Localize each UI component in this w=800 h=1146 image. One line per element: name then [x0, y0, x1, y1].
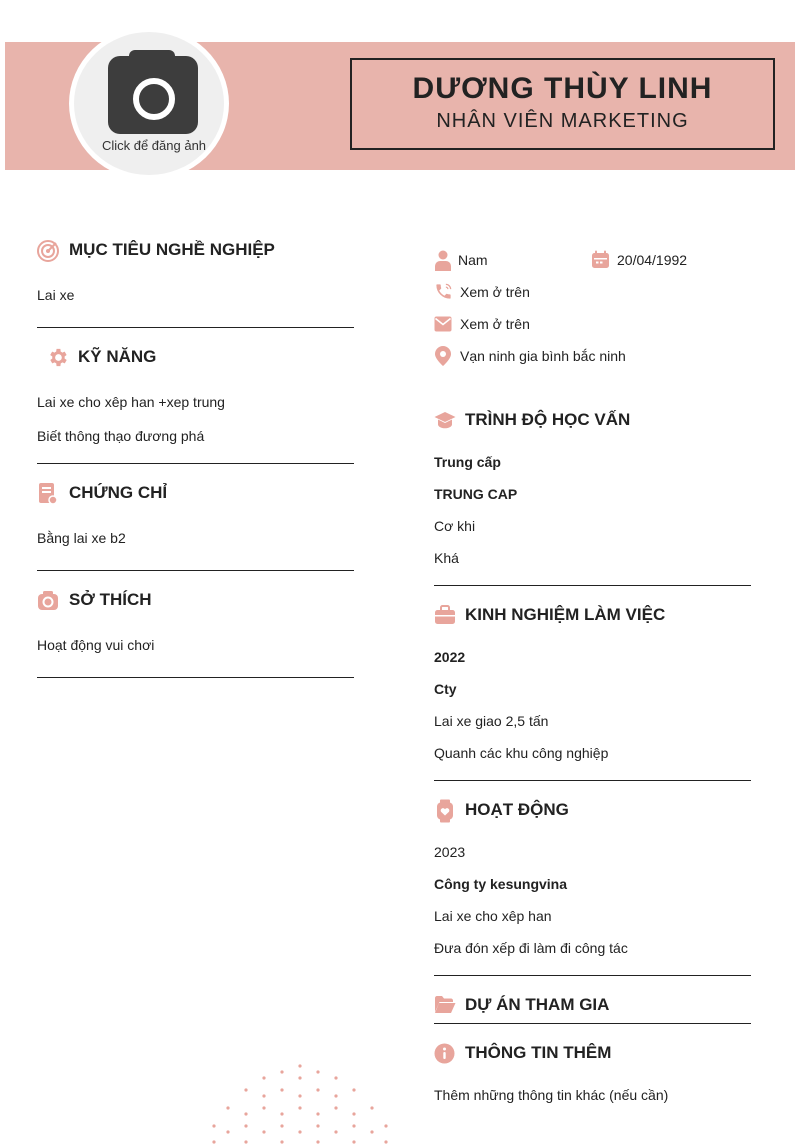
education-title: TRÌNH ĐỘ HỌC VẤN: [465, 410, 631, 429]
email-value[interactable]: Xem ở trên: [460, 316, 530, 332]
activity-year[interactable]: 2023: [434, 844, 466, 860]
experience-position[interactable]: Lai xe giao 2,5 tấn: [434, 713, 549, 729]
divider: [37, 677, 354, 678]
divider: [37, 570, 354, 571]
objective-text[interactable]: Lai xe: [37, 287, 75, 303]
email-icon: [434, 316, 452, 332]
activities-title: HOẠT ĐỘNG: [465, 800, 569, 819]
skills-title: KỸ NĂNG: [78, 347, 157, 366]
address-value[interactable]: Vạn ninh gia bình bắc ninh: [460, 348, 626, 364]
calendar-icon: [591, 250, 610, 269]
gender-value[interactable]: Nam: [458, 252, 488, 268]
education-grade[interactable]: Khá: [434, 550, 459, 566]
phone-icon: [434, 282, 453, 301]
more-info-text[interactable]: Thêm những thông tin khác (nếu cần): [434, 1087, 669, 1103]
objective-title: MỤC TIÊU NGHỀ NGHIỆP: [69, 240, 275, 259]
folder-open-icon: [434, 995, 456, 1014]
experience-company[interactable]: Cty: [434, 681, 457, 697]
certificate-icon: [38, 482, 58, 506]
candidate-role[interactable]: NHÂN VIÊN MARKETING: [436, 110, 689, 132]
divider: [434, 975, 751, 976]
phone-value[interactable]: Xem ở trên: [460, 284, 530, 300]
divider: [434, 780, 751, 781]
experience-title: KINH NGHIỆM LÀM VIỆC: [465, 605, 666, 624]
experience-description[interactable]: Quanh các khu công nghiệp: [434, 745, 609, 761]
birthday-value[interactable]: 20/04/1992: [617, 252, 688, 268]
avatar-caption: Click để đăng ảnh: [101, 138, 207, 153]
name-box: [350, 58, 775, 150]
experience-year[interactable]: 2022: [434, 649, 466, 665]
decorative-dots: [205, 1060, 395, 1146]
candidate-name[interactable]: DƯƠNG THÙY LINH: [412, 72, 713, 105]
location-icon: [435, 346, 451, 366]
divider: [434, 1023, 751, 1024]
more-info-title: THÔNG TIN THÊM: [465, 1043, 612, 1062]
info-icon: [434, 1043, 455, 1064]
education-major[interactable]: Cơ khi: [434, 518, 476, 534]
activity-description[interactable]: Đưa đón xếp đi làm đi công tác: [434, 940, 628, 956]
avatar-placeholder: [74, 32, 224, 175]
briefcase-icon: [434, 605, 456, 625]
target-icon: [37, 240, 59, 262]
activity-icon: [436, 799, 454, 823]
certificate-text[interactable]: Bằng lai xe b2: [37, 530, 126, 546]
camera-hobby-icon: [37, 590, 59, 612]
graduation-cap-icon: [434, 410, 456, 432]
hobbies-title: SỞ THÍCH: [69, 590, 152, 609]
certificates-title: CHỨNG CHỈ: [69, 483, 168, 502]
avatar-upload[interactable]: [69, 27, 229, 180]
education-school[interactable]: Trung cấp: [434, 454, 501, 470]
divider: [434, 585, 751, 586]
projects-title: DỰ ÁN THAM GIA: [465, 995, 610, 1014]
camera-lens-icon: [133, 78, 175, 120]
divider: [37, 327, 354, 328]
education-degree[interactable]: TRUNG CAP: [434, 486, 518, 502]
skill-item[interactable]: Biết thông thạo đương phá: [37, 428, 205, 444]
activity-role[interactable]: Lai xe cho xêp han: [434, 908, 552, 924]
activity-org[interactable]: Công ty kesungvina: [434, 876, 568, 892]
skill-item[interactable]: Lai xe cho xêp han +xep trung: [37, 394, 225, 410]
divider: [37, 463, 354, 464]
gear-icon: [46, 346, 69, 369]
hobby-text[interactable]: Hoạt động vui chơi: [37, 637, 155, 653]
person-icon: [434, 250, 452, 271]
